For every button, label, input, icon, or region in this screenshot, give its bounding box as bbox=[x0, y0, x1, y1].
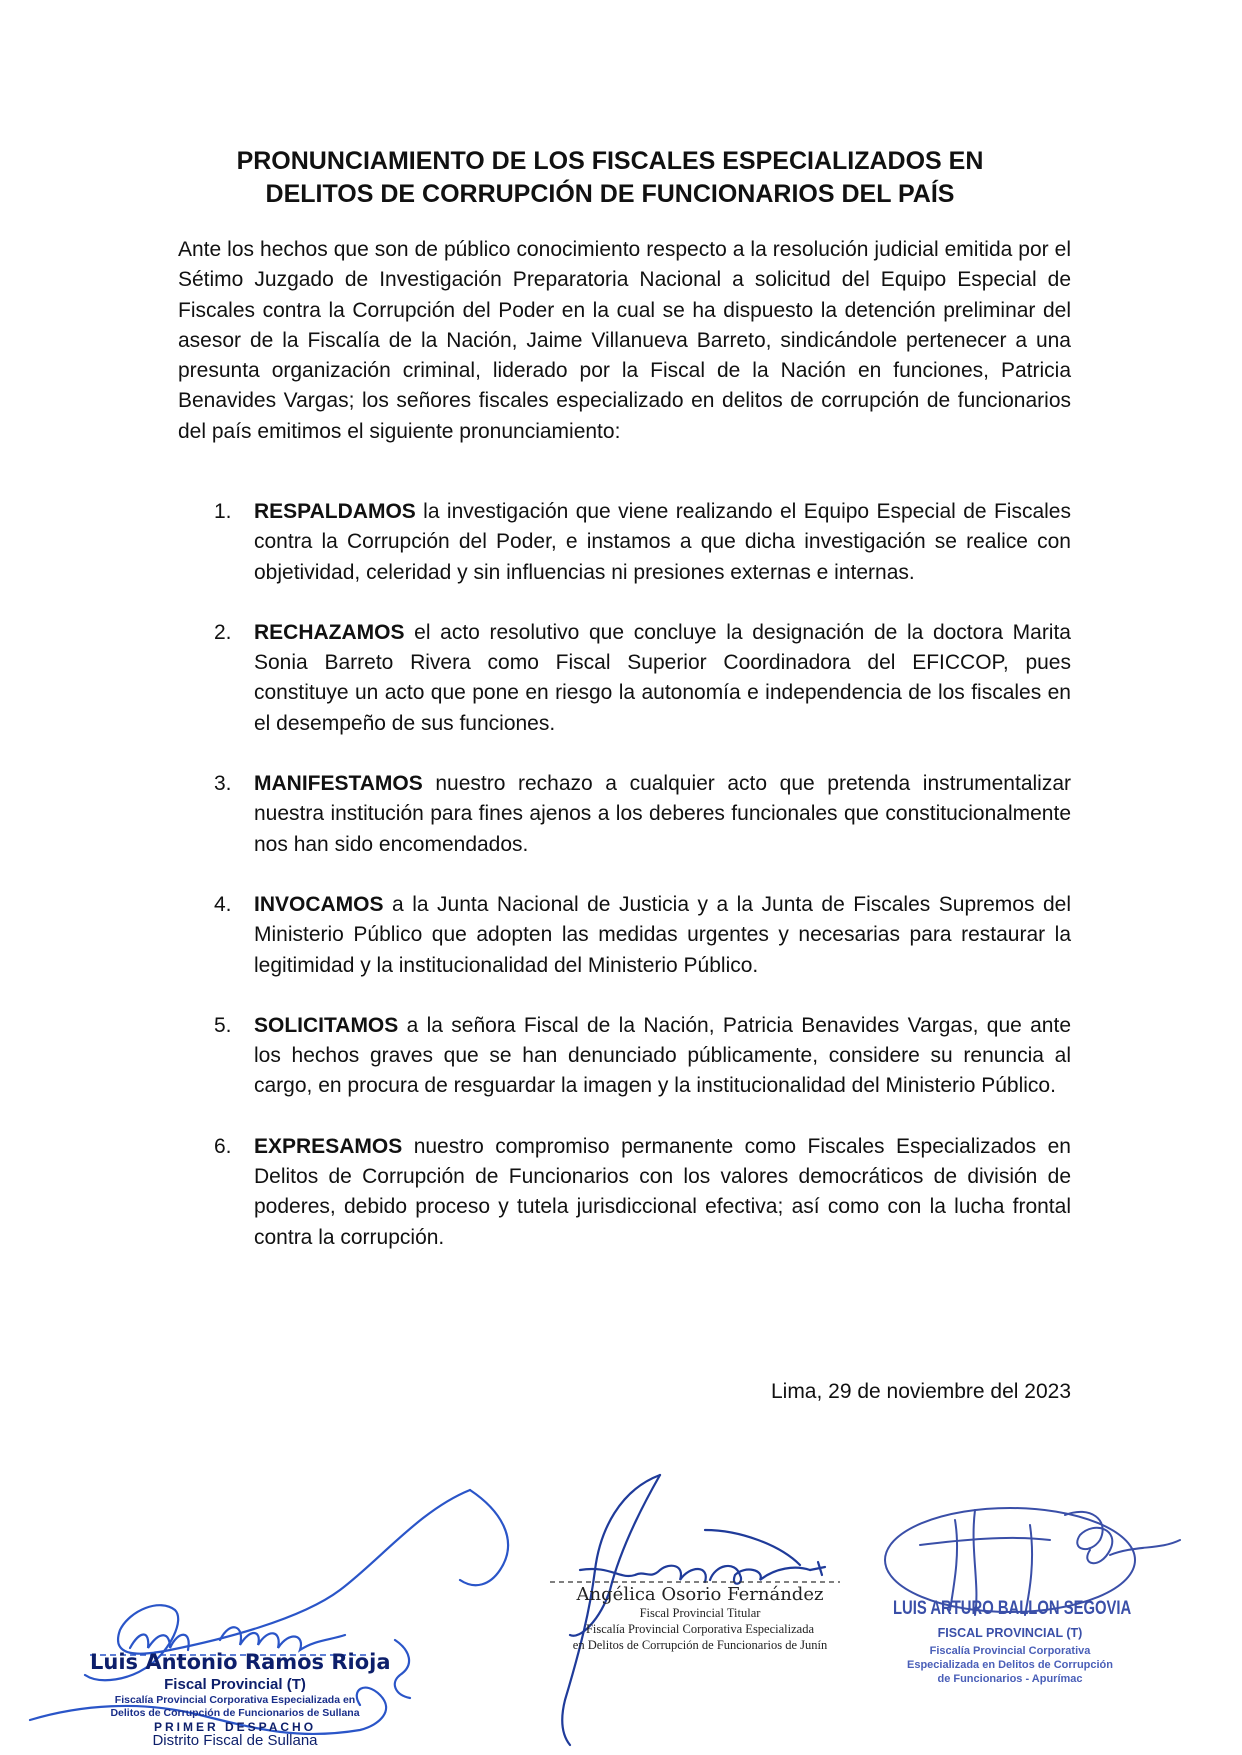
signatory-role-3: FISCAL PROVINCIAL (T) bbox=[937, 1626, 1083, 1640]
signatory-office-2b: en Delitos de Corrupción de Funcionarios de Junín bbox=[572, 1638, 828, 1652]
list-item bbox=[178, 1132, 1071, 1253]
signatory-office-1c: PRIMER DESPACHO bbox=[153, 1720, 317, 1734]
signatory-name-1: Luis Antonio Ramos Rioja bbox=[90, 1650, 391, 1674]
document-title bbox=[160, 145, 1060, 211]
signatory-office-2a: Fiscalía Provincial Corporativa Especializada bbox=[585, 1622, 815, 1636]
item-number: 1. bbox=[214, 500, 232, 523]
item-text: a la Junta Nacional de Justicia y a la Junta de Fiscales Supremos del Ministerio Público que adopten las medidas urgentes y necesarias para restaurar la legitimidad y la institucionalidad del Ministerio Público. bbox=[254, 892, 1071, 977]
list-item bbox=[178, 497, 1071, 588]
item-number: 5. bbox=[214, 1013, 232, 1037]
item-keyword: INVOCAMOS bbox=[254, 892, 384, 916]
item-text: nuestro compromiso permanente como Fiscales Especializados en Delitos de Corrupción de Funcionarios con los valores democráticos de división de poderes, debido proceso y tutela jurisdiccional efectiva; así como con la lucha frontal contra la corrupción. bbox=[254, 1134, 1071, 1249]
signatory-office-1a: Fiscalía Provincial Corporativa Especializada en bbox=[114, 1694, 356, 1706]
pronouncement-list bbox=[178, 497, 1071, 1283]
signatory-office-3a: Fiscalía Provincial Corporativa bbox=[929, 1645, 1091, 1657]
list-item bbox=[178, 890, 1071, 981]
document-date: Lima, 29 de noviembre del 2023 bbox=[770, 1380, 1071, 1403]
item-text: nuestro rechazo a cualquier acto que pretenda instrumentalizar nuestra institución para fines ajenos a los deberes funcionales que constitucionalmente nos han sido encomendados. bbox=[254, 772, 1071, 856]
item-text: a la señora Fiscal de la Nación, Patricia Benavides Vargas, que ante los hechos graves que se han denunciado públicamente, considere su renuncia al cargo, en procura de resguardar la imagen y la institucionalidad del Ministerio Público. bbox=[254, 1013, 1071, 1098]
signatory-office-3c: de Funcionarios - Apurímac bbox=[937, 1673, 1083, 1685]
item-keyword: SOLICITAMOS bbox=[254, 1013, 399, 1037]
signatory-name-2: Angélica Osorio Fernández bbox=[576, 1584, 824, 1605]
item-keyword: RESPALDAMOS bbox=[254, 500, 416, 523]
item-keyword: EXPRESAMOS bbox=[254, 1134, 403, 1158]
title-line-1: PRONUNCIAMIENTO DE LOS FISCALES ESPECIALIZADOS EN bbox=[236, 147, 984, 175]
list-item bbox=[178, 618, 1071, 739]
signatory-role-1: Fiscal Provincial (T) bbox=[164, 1676, 306, 1693]
item-number: 6. bbox=[214, 1134, 232, 1158]
signatory-office-3b: Especializada en Delitos de Corrupción bbox=[907, 1659, 1113, 1671]
item-keyword: MANIFESTAMOS bbox=[254, 772, 423, 796]
list-item bbox=[178, 1011, 1071, 1102]
item-text: la investigación que viene realizando el Equipo Especial de Fiscales contra la Corrupción del Poder, e instamos a que dicha investigación se realice con objetividad, celeridad y sin influencias ni presiones externas e internas. bbox=[254, 500, 1071, 584]
signatory-name-3: LUIS ARTURO BALLON SEGOVIA bbox=[893, 1598, 1132, 1619]
signature-block-1 bbox=[0, 1480, 560, 1750]
item-number: 4. bbox=[214, 892, 232, 916]
title-line-2: DELITOS DE CORRUPCIÓN DE FUNCIONARIOS DEL PAÍS bbox=[265, 180, 955, 208]
intro-paragraph: Ante los hechos que son de público conocimiento respecto a la resolución judicial emitida por el Sétimo Juzgado de Investigación Preparatoria Nacional a solicitud del Equipo Especial de Fiscales contra la Corrupción del Poder en la cual se ha dispuesto la detención preliminar del asesor de la Fiscalía de la Nación, Jaime Villanueva Barreto, sindicándole pertenecer a una presunta organización criminal, liderado por la Fiscal de la Nación en funciones, Patricia Benavides Vargas; los señores fiscales especializado en delitos de corrupción de funcionarios del país emitimos el siguiente pronunciamiento: bbox=[178, 238, 1071, 443]
item-number: 3. bbox=[214, 772, 232, 796]
signatory-office-1b: Delitos de Corrupción de Funcionarios de Sullana bbox=[110, 1707, 360, 1719]
signatory-role-2: Fiscal Provincial Titular bbox=[639, 1606, 761, 1620]
item-keyword: RECHAZAMOS bbox=[254, 620, 405, 644]
signature-block-3 bbox=[860, 1490, 1190, 1730]
list-item bbox=[178, 769, 1071, 860]
item-number: 2. bbox=[214, 620, 232, 644]
item-text: el acto resolutivo que concluye la designación de la doctora Marita Sonia Barreto Rivera como Fiscal Superior Coordinadora del EFICCOP, pues constituye un acto que pone en riesgo la autonomía e independencia de los fiscales en el desempeño de sus funciones. bbox=[254, 620, 1071, 735]
signatory-office-1d: Distrito Fiscal de Sullana bbox=[152, 1732, 318, 1749]
signature-block-2 bbox=[540, 1470, 860, 1750]
